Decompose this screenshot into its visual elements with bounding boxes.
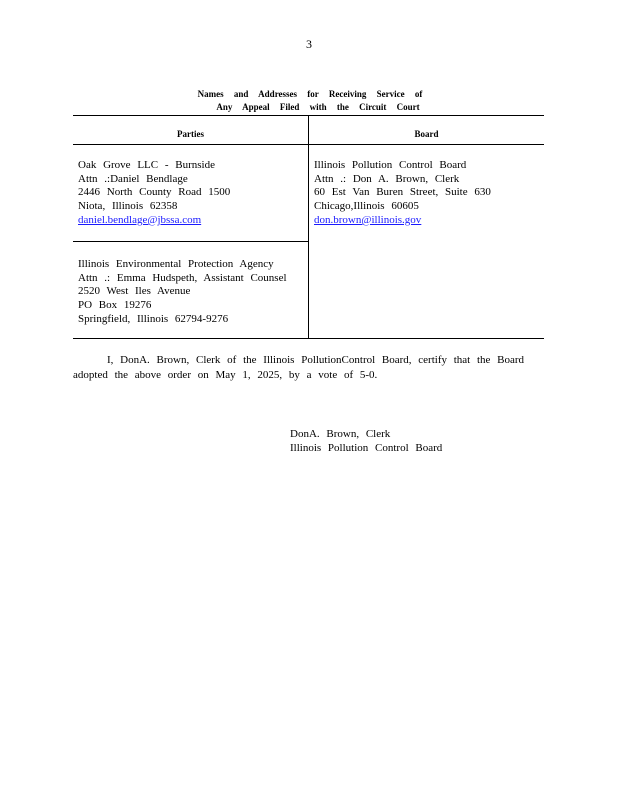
board-address [314, 159, 491, 228]
service-heading-line-1: Names and Addresses for Receiving Service of [197, 89, 423, 99]
address-line: Attn .: Emma Hudspeth, Assistant Counsel [78, 271, 287, 284]
address-line: PO Box 19276 [78, 299, 152, 312]
party-email-link[interactable]: daniel.bendlage@jbssa.com [78, 213, 202, 226]
party-address-iepa [78, 258, 287, 327]
board-column-header: Board [414, 129, 439, 139]
signature-block [290, 427, 442, 455]
address-line: Attn .: Don A. Brown, Clerk [314, 172, 460, 185]
address-line: Niota, Illinois 62358 [78, 200, 178, 213]
parties-cell-divider [73, 241, 308, 242]
column-divider [308, 116, 309, 338]
address-line: 2520 West Iles Avenue [78, 285, 191, 298]
certification-paragraph [73, 353, 545, 383]
address-line: Illinois Environmental Protection Agency [78, 258, 274, 270]
address-line: Chicago,Illinois 60605 [314, 200, 419, 213]
signature-org: Illinois Pollution Control Board [290, 442, 443, 454]
certification-line-1: I, DonA. Brown, Clerk of the Illinois PollutionControl Board, certify that the Board [107, 354, 525, 366]
party-address-oak-grove [78, 159, 230, 228]
address-line: 2446 North County Road 1500 [78, 186, 231, 199]
parties-column-header: Parties [177, 129, 204, 139]
page-number: 3 [306, 37, 312, 51]
address-line: Attn .:Daniel Bendlage [78, 172, 188, 185]
address-line: 60 Est Van Buren Street, Suite 630 [314, 186, 491, 199]
certification-line-2: adopted the above order on May 1, 2025, by a vote of 5-0. [73, 369, 378, 381]
service-table [73, 115, 544, 339]
header-rule [73, 144, 544, 145]
signature-name: DonA. Brown, Clerk [290, 428, 391, 440]
address-line: Springfield, Illinois 62794-9276 [78, 312, 229, 325]
service-heading-line-2: Any Appeal Filed with the Circuit Court [216, 102, 420, 112]
address-line: Oak Grove LLC - Burnside [78, 159, 215, 171]
address-line: Illinois Pollution Control Board [314, 159, 467, 171]
board-email-link[interactable]: don.brown@illinois.gov [314, 213, 422, 226]
